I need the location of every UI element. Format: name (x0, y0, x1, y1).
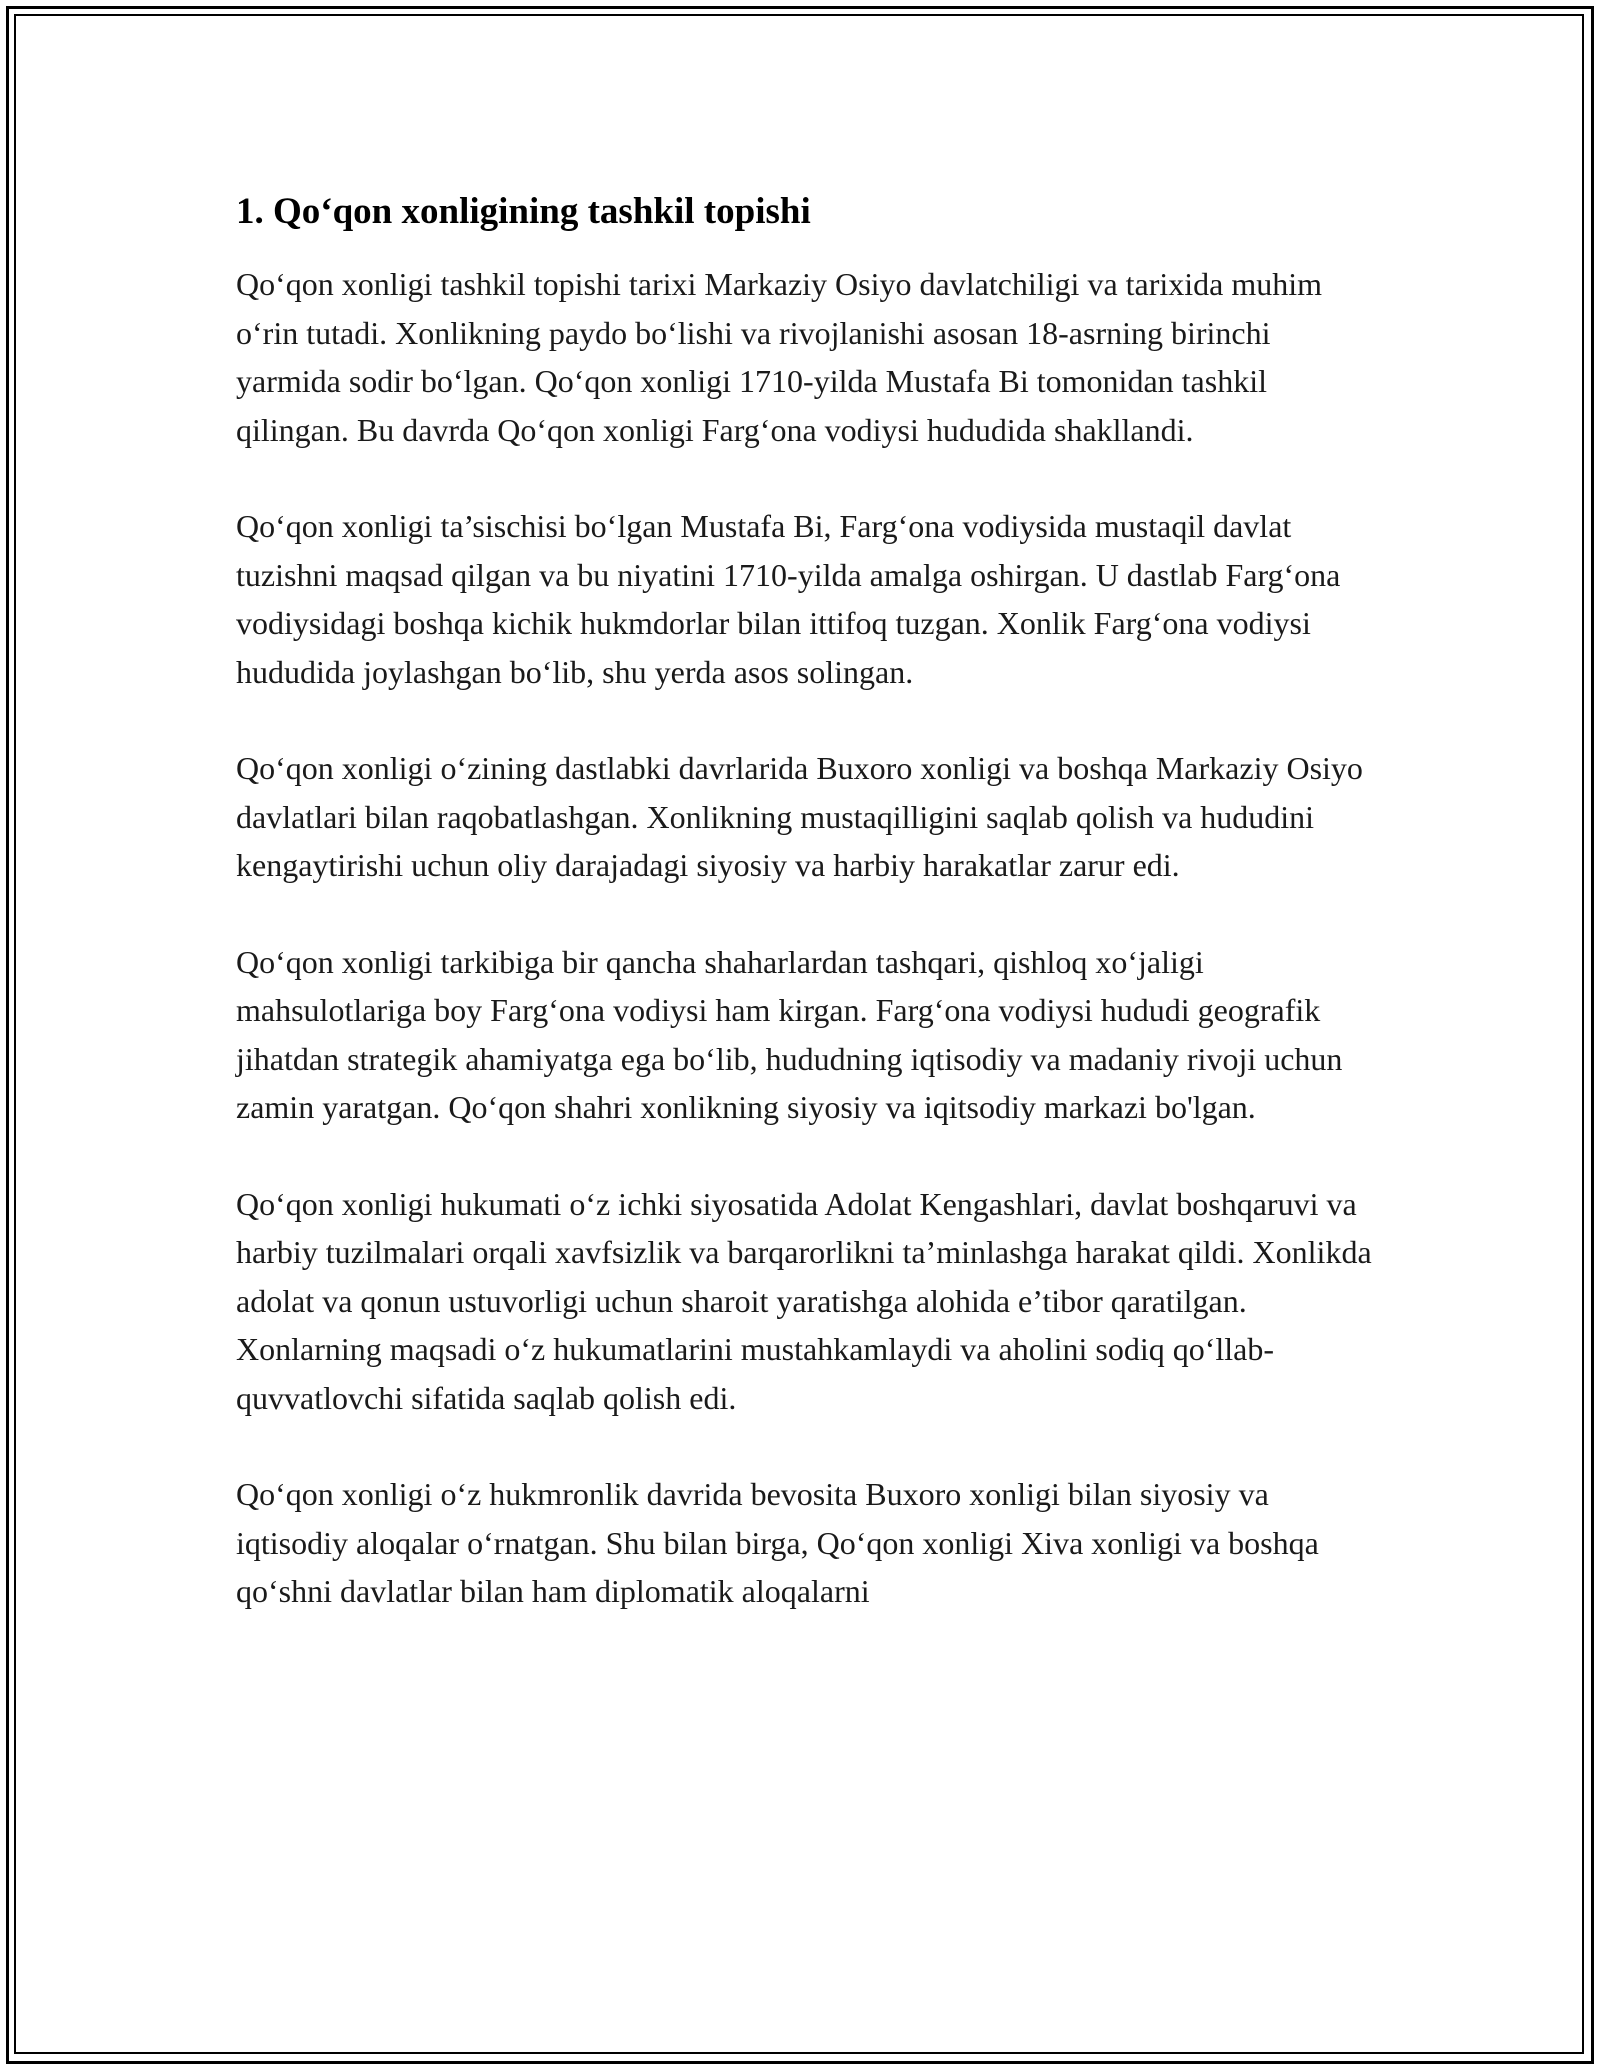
document-body (236, 188, 1376, 1664)
paragraph-2: Qo‘qon xonligi ta’sischisi bo‘lgan Mustafa Bi, Farg‘ona vodiysida mustaqil davlat tuzishni maqsad qilgan va bu niyatini 1710-yilda amalga oshirgan. U dastlab Farg‘ona vodiysidagi boshqa kichik hukmdorlar bilan ittifoq tuzgan. Xonlik Farg‘ona vodiysi hududida joylashgan bo‘lib, shu yerda asos solingan. (236, 508, 1341, 690)
paragraph-1: Qo‘qon xonligi tashkil topishi tarixi Markaziy Osiyo davlatchiligi va tarixida muhim o‘rin tutadi. Xonlikning paydo bo‘lishi va rivojlanishi asosan 18-asrning birinchi yarmida sodir bo‘lgan. Qo‘qon xonligi 1710-yilda Mustafa Bi tomonidan tashkil qilingan. Bu davrda Qo‘qon xonligi Farg‘ona vodiysi hududida shakllandi. (236, 266, 1323, 448)
section-heading: 1. Qo‘qon xonligining tashkil topishi (236, 191, 811, 232)
paragraph-3: Qo‘qon xonligi o‘zining dastlabki davrlarida Buxoro xonligi va boshqa Markaziy Osiyo davlatlari bilan raqobatlashgan. Xonlikning mustaqilligini saqlab qolish va hududini kengaytirishi uchun oliy darajadagi siyosiy va harbiy harakatlar zarur edi. (236, 750, 1363, 883)
paragraph-6: Qo‘qon xonligi o‘z hukmronlik davrida bevosita Buxoro xonligi bilan siyosiy va iqtisodiy aloqalar o‘rnatgan. Shu bilan birga, Qo‘qon xonligi Xiva xonligi va boshqa qo‘shni davlatlar bilan ham diplomatik aloqalarni (236, 1476, 1319, 1609)
paragraph-5: Qo‘qon xonligi hukumati o‘z ichki siyosatida Adolat Kengashlari, davlat boshqaruvi va harbiy tuzilmalari orqali xavfsizlik va barqarorlikni ta’minlashga harakat qildi. Xonlikda adolat va qonun ustuvorligi uchun sharoit yaratishga alohida e’tibor qaratilgan. Xonlarning maqsadi o‘z hukumatlarini mustahkamlaydi va aholini sodiq qo‘llab-quvvatlovchi sifatida saqlab qolish edi. (236, 1185, 1372, 1416)
paragraph-4: Qo‘qon xonligi tarkibiga bir qancha shaharlardan tashqari, qishloq xo‘jaligi mahsulotlariga boy Farg‘ona vodiysi ham kirgan. Farg‘ona vodiysi hududi geografik jihatdan strategik ahamiyatga ega bo‘lib, hududning iqtisodiy va madaniy rivoji uchun zamin yaratgan. Qo‘qon shahri xonlikning siyosiy va iqitsodiy markazi bo'lgan. (236, 943, 1343, 1125)
